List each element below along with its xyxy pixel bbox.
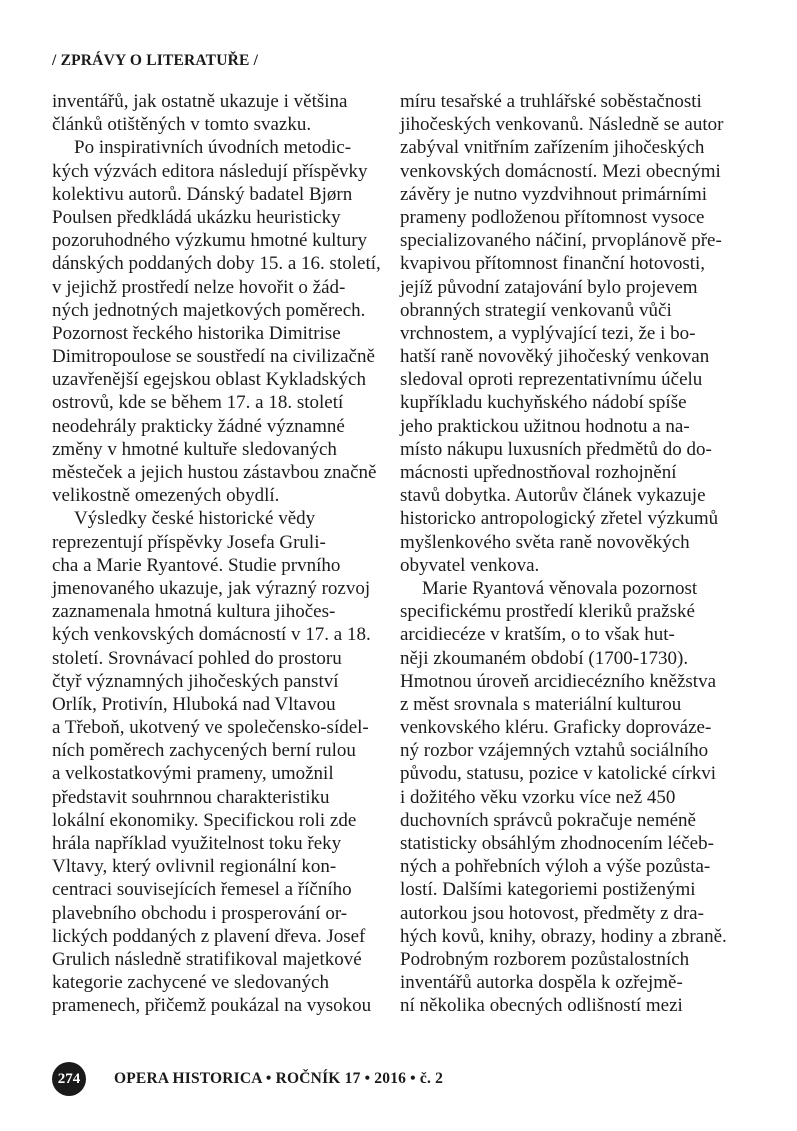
text-line: stavů dobytka. Autorův článek vykazuje xyxy=(400,485,706,507)
text-line: jihočeských venkovanů. Následně se autor xyxy=(400,114,724,136)
text-line: obranných strategií venkovanů vůči xyxy=(400,299,672,321)
text-line: kých venkovských domácností v 17. a 18. xyxy=(52,624,371,646)
text-line: původu, statusu, pozice v katolické církvi xyxy=(400,763,717,785)
text-line: inventářů autorka dospěla k ozřejmě- xyxy=(400,972,683,994)
text-line: prameny podloženou přítomnost vysoce xyxy=(400,206,705,228)
text-line: Marie Ryantová věnovala pozornost xyxy=(422,577,698,599)
text-line: i dožitého věku vzorku více než 450 xyxy=(400,786,676,808)
text-line: cha a Marie Ryantové. Studie prvního xyxy=(52,554,341,576)
right-column xyxy=(400,90,733,1018)
text-line: míru tesařské a truhlářské soběstačnosti xyxy=(400,91,702,112)
text-line: čtyř významných jihočeských panství xyxy=(52,670,339,692)
text-line: zabýval vnitřním zařízením jihočeských xyxy=(400,137,705,159)
text-line: a Třeboň, ukotvený ve společensko-sídel- xyxy=(52,717,369,739)
text-line: Pozornost řeckého historika Dimitrise xyxy=(52,322,341,344)
text-line: obyvatel venkova. xyxy=(400,554,540,576)
text-line: vrchnostem, a vyplývající tezi, že i bo- xyxy=(400,322,696,344)
text-line: Grulich následně stratifikoval majetkové xyxy=(52,948,362,970)
text-line: závěry je nutno vyzdvihnout primárními xyxy=(400,183,708,205)
text-line: arcidiecéze v kratším, o to však hut- xyxy=(400,624,675,646)
text-line: představit souhrnnou charakteristiku xyxy=(52,786,330,808)
text-line: Orlík, Protivín, Hluboká nad Vltavou xyxy=(52,693,336,715)
text-line: kategorie zachycené ve sledovaných xyxy=(52,972,329,994)
text-line: Výsledky české historické vědy xyxy=(74,508,316,530)
text-line: městeček a jejich hustou zástavbou značně xyxy=(52,462,377,483)
text-line: specifickému prostředí kleriků pražské xyxy=(400,601,695,623)
text-line: kolektivu autorů. Dánský badatel Bjørn xyxy=(52,183,353,205)
text-line: jejíž původní zatajování bylo projevem xyxy=(400,276,698,298)
text-line: hrála například využitelnost toku řeky xyxy=(52,833,342,854)
text-line: jeho praktickou užitnou hodnotu a na- xyxy=(400,415,690,437)
page-number: 274 xyxy=(52,1062,86,1096)
text-line: Podrobným rozborem pozůstalostních xyxy=(400,948,690,970)
text-line: kvapivou přítomnost finanční hotovosti, xyxy=(400,253,706,275)
text-line: duchovních správců pokračuje neméně xyxy=(400,809,696,831)
text-line: specializovaného náčiní, prvoplánově pře- xyxy=(400,230,722,252)
text-line: velikostně omezených obydlí. xyxy=(52,485,280,507)
text-line: historicko antropologický zřetel výzkumů xyxy=(400,508,719,530)
text-line: Dimitropoulose se soustředí na civilizačně xyxy=(52,346,375,368)
text-line: v jejichž prostředí nelze hovořit o žád- xyxy=(52,276,346,298)
text-line: inventářů, jak ostatně ukazuje i většina xyxy=(52,91,348,112)
text-line: autorkou jsou hotovost, předměty z dra- xyxy=(400,902,704,924)
page-footer xyxy=(52,1062,443,1096)
running-header: / ZPRÁVY O LITERATUŘE / xyxy=(52,52,259,69)
text-line: místo nákupu luxusních předmětů do do- xyxy=(400,438,712,460)
text-line: pramenech, přičemž poukázal na vysokou xyxy=(52,995,372,1017)
text-line: uzavřenější egejskou oblast Kykladských xyxy=(52,369,366,391)
text-line: století. Srovnávací pohled do prostoru xyxy=(52,647,342,669)
text-line: něji zkoumaném období (1700-1730). xyxy=(400,647,689,669)
text-line: ní několika obecných odlišností mezi xyxy=(400,995,683,1017)
text-line: myšlenkového světa raně novověkých xyxy=(400,531,690,553)
text-line: ných jednotných majetkových poměrech. xyxy=(52,299,366,321)
text-line: reprezentují příspěvky Josefa Gruli- xyxy=(52,531,326,553)
text-line: hatší raně novověký jihočeský venkovan xyxy=(400,346,710,368)
text-line: kupříkladu kuchyňského nádobí spíše xyxy=(400,392,687,414)
text-line: kých výzvách editora následují příspěvky xyxy=(52,160,368,182)
text-line: centraci souvisejících řemesel a říčního xyxy=(52,879,352,901)
text-line: sledoval oproti reprezentativnímu účelu xyxy=(400,369,703,391)
text-line: neodehrály prakticky žádné významné xyxy=(52,415,345,437)
text-line: venkovského kléru. Graficky doprováze- xyxy=(400,717,712,739)
text-line: zaznamenala hmotná kultura jihočes- xyxy=(52,601,336,623)
text-line: plavebního obchodu i prosperování or- xyxy=(52,902,348,924)
text-line: Po inspirativních úvodních metodic- xyxy=(74,137,352,159)
text-line: ných a pohřebních výloh a výše pozůsta- xyxy=(400,856,711,878)
text-line: článků otištěných v tomto svazku. xyxy=(52,114,312,136)
text-line: ný rozbor vzájemných vztahů sociálního xyxy=(400,740,709,762)
text-line: ostrovů, kde se během 17. a 18. století xyxy=(52,392,344,414)
text-line: Hmotnou úroveň arcidiecézního kněžstva xyxy=(400,670,717,692)
text-line: lických poddaných z plavení dřeva. Josef xyxy=(52,925,366,947)
text-line: a velkostatkovými prameny, umožnil xyxy=(52,763,334,785)
text-line: ních poměrech zachycených berní rulou xyxy=(52,740,356,762)
text-line: Vltavy, který ovlivnil regionální kon- xyxy=(52,856,337,878)
text-line: mácnosti upřednostňoval rozhojnění xyxy=(400,462,677,483)
text-line: změny v hmotné kultuře sledovaných xyxy=(52,438,337,460)
text-line: lokální ekonomiky. Specifickou roli zde xyxy=(52,809,357,831)
text-line: dánských poddaných doby 15. a 16. století, xyxy=(52,253,381,275)
text-line: Poulsen předkládá ukázku heuristicky xyxy=(52,206,341,228)
journal-info: OPERA HISTORICA • ROČNÍK 17 • 2016 • č. 2 xyxy=(114,1070,444,1087)
text-line: statisticky obsáhlým zhodnocením léčeb- xyxy=(400,833,714,854)
text-line: venkovských domácností. Mezi obecnými xyxy=(400,160,721,182)
text-line: z měst srovnala s materiální kulturou xyxy=(400,693,682,715)
text-line: jmenovaného ukazuje, jak výrazný rozvoj xyxy=(52,577,371,599)
text-line: lostí. Dalšími kategoriemi postiženými xyxy=(400,879,696,901)
text-line: hých kovů, knihy, obrazy, hodiny a zbraně. xyxy=(400,925,727,947)
text-line: pozoruhodného výzkumu hmotné kultury xyxy=(52,230,368,252)
left-column xyxy=(52,90,385,1018)
